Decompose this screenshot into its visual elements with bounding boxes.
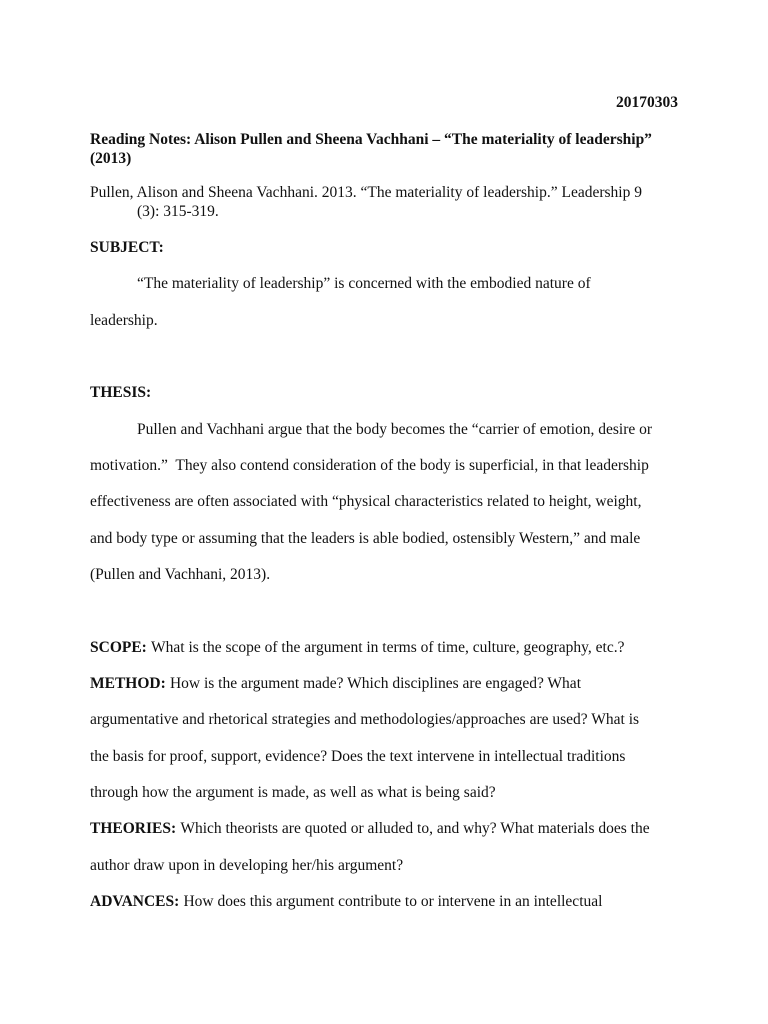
- advances-section: [90, 884, 678, 920]
- thesis-line: motivation.” They also contend consideration of the body is superficial, in that leadership: [90, 456, 649, 474]
- thesis-line: Pullen and Vachhani argue that the body becomes the “carrier of emotion, desire or: [137, 420, 653, 438]
- thesis-heading: THESIS:: [90, 384, 152, 402]
- subject-line: leadership.: [90, 311, 158, 329]
- advances-line: [90, 884, 678, 920]
- theories-text: Which theorists are quoted or alluded to, and why? What materials does the: [180, 820, 650, 838]
- citation-line: (3): 315-319.: [137, 202, 219, 220]
- theories-line: [90, 811, 678, 847]
- theories-section: [90, 811, 678, 884]
- title-line: (2013): [90, 149, 132, 167]
- method-line: the basis for proof, support, evidence? Does the text intervene in intellectual traditions: [90, 747, 626, 765]
- method-label: METHOD:: [90, 674, 166, 692]
- citation-line: Pullen, Alison and Sheena Vachhani. 2013. “The materiality of leadership.” Leadership 9: [90, 184, 642, 201]
- scope-section: [90, 630, 678, 666]
- advances-label: ADVANCES:: [90, 892, 180, 910]
- theories-line: author draw upon in developing her/his argument?: [90, 856, 404, 874]
- method-text: How is the argument made? Which disciplines are engaged? What: [169, 674, 581, 692]
- document-header: [90, 94, 678, 221]
- thesis-line: and body type or assuming that the leaders is able bodied, ostensibly Western,” and male: [90, 529, 641, 547]
- scope-label: SCOPE:: [90, 638, 147, 656]
- document-date-id: 20170303: [616, 94, 678, 111]
- scope-text: What is the scope of the argument in terms of time, culture, geography, etc.?: [151, 638, 625, 656]
- bibliographic-citation: [90, 184, 678, 221]
- method-section: [90, 666, 678, 811]
- subject-line: “The materiality of leadership” is concerned with the embodied nature of: [137, 275, 591, 293]
- thesis-section: [90, 375, 678, 593]
- subject-heading: SUBJECT:: [90, 239, 164, 256]
- thesis-line: effectiveness are often associated with “physical characteristics related to height, weight,: [90, 493, 642, 511]
- subject-section: [90, 230, 678, 339]
- method-line: through how the argument is made, as well as what is being said?: [90, 783, 496, 801]
- method-line: [90, 666, 678, 702]
- advances-text: How does this argument contribute to or intervene in an intellectual: [183, 892, 603, 910]
- document-title: [90, 131, 678, 168]
- method-line: argumentative and rhetorical strategies and methodologies/approaches are used? What is: [90, 711, 640, 729]
- theories-label: THEORIES:: [90, 820, 177, 838]
- document-body: [90, 230, 678, 920]
- scope-line: [90, 630, 678, 666]
- thesis-line: (Pullen and Vachhani, 2013).: [90, 565, 271, 583]
- title-line: Reading Notes: Alison Pullen and Sheena Vachhani – “The materiality of leadership”: [90, 131, 652, 148]
